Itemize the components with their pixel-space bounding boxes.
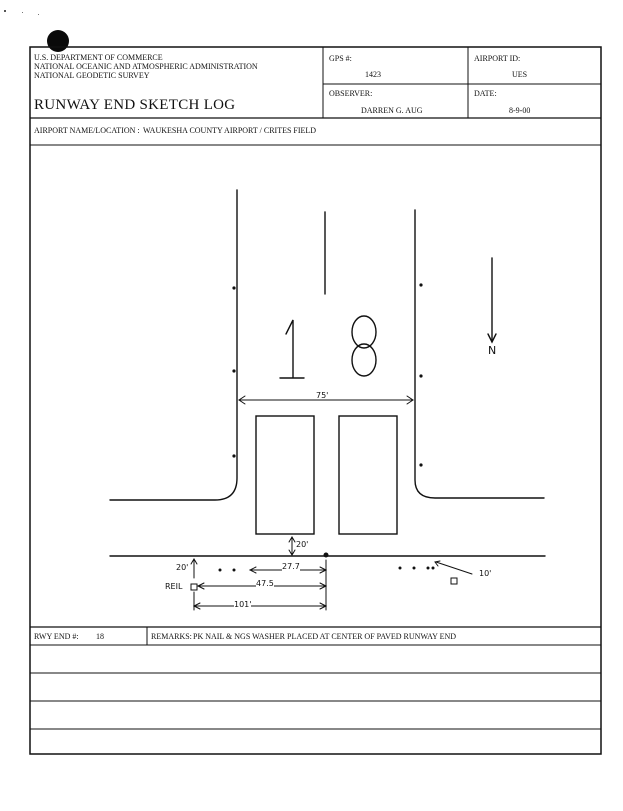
agency-line-3: NATIONAL GEODETIC SURVEY: [34, 71, 150, 80]
north-label: N: [488, 344, 497, 357]
gps-value: 1423: [365, 70, 381, 79]
airport-name-value: WAUKESHA COUNTY AIRPORT / CRITES FIELD: [143, 126, 317, 135]
gps-label: GPS #:: [329, 54, 352, 63]
reil-offset-label: 20': [176, 563, 189, 572]
right-offset-leader: [436, 562, 472, 574]
date-label: DATE:: [474, 89, 497, 98]
remarks-value: PK NAIL & NGS WASHER PLACED AT CENTER OF PAVED RUNWAY END: [193, 632, 457, 641]
runway-right-edge: [415, 210, 544, 498]
observer-value: DARREN G. AUG: [361, 106, 423, 115]
setback-label: 20': [296, 540, 309, 549]
observer-label: OBSERVER:: [329, 89, 373, 98]
agency-line-2: NATIONAL OCEANIC AND ATMOSPHERIC ADMINISTRATION: [34, 62, 258, 71]
edge-light: [232, 454, 235, 457]
edge-light: [419, 463, 422, 466]
reil-box-right: [451, 578, 457, 584]
date-value: 8-9-00: [509, 106, 531, 115]
edge-light: [232, 369, 235, 372]
runway-number-1: [280, 320, 304, 378]
reil-box-left: [191, 584, 197, 590]
threshold-light: [233, 569, 236, 572]
rwy-end-label: RWY END #:: [34, 632, 79, 641]
runway-number-8-top: [352, 316, 376, 348]
edge-light: [419, 374, 422, 377]
threshold-light: [399, 567, 402, 570]
runway-left-edge: [110, 190, 237, 500]
runway-number-8-bottom: [352, 344, 376, 376]
rwy-end-value: 18: [96, 632, 104, 641]
dim-47-label: 47.5: [256, 579, 274, 588]
right-offset-label: 10': [479, 569, 492, 578]
threshold-light: [427, 567, 430, 570]
width-label: 75': [316, 391, 329, 400]
edge-light: [419, 283, 422, 286]
threshold-light: [413, 567, 416, 570]
dim-27-label: 27.7: [282, 562, 300, 571]
airport-id-label: AIRPORT ID:: [474, 54, 521, 63]
reil-label: REIL: [165, 582, 183, 591]
agency-line-1: U.S. DEPARTMENT OF COMMERCE: [34, 53, 163, 62]
dim-101-label: 101': [234, 600, 252, 609]
airport-id-value: UES: [512, 70, 528, 79]
airport-name-label: AIRPORT NAME/LOCATION :: [34, 126, 140, 135]
remarks-label: REMARKS:: [151, 632, 192, 641]
threshold-bar-left: [256, 416, 314, 534]
edge-light: [232, 286, 235, 289]
pk-nail-point: [324, 553, 329, 558]
threshold-bar-right: [339, 416, 397, 534]
form-title: RUNWAY END SKETCH LOG: [34, 97, 236, 113]
threshold-light: [219, 569, 222, 572]
threshold-light: [432, 567, 435, 570]
